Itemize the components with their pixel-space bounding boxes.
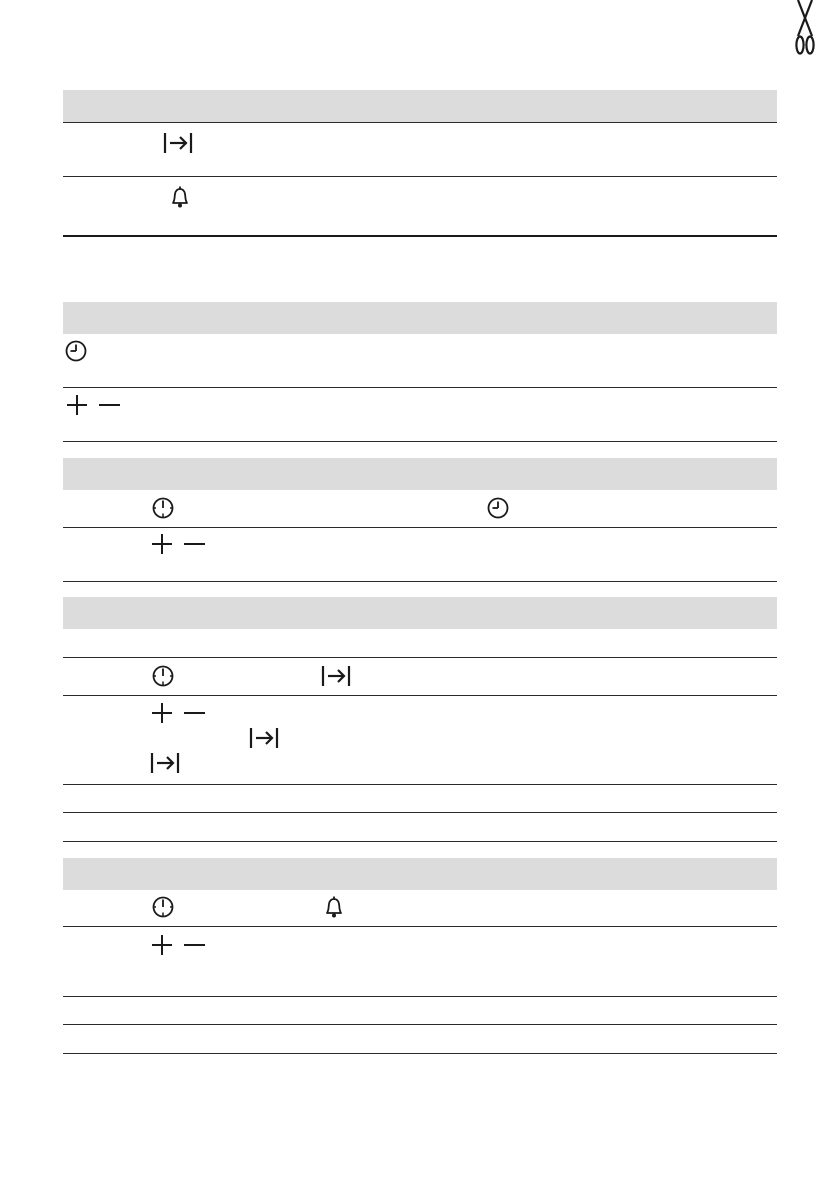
divider [63,784,777,785]
table-bottom-rule [63,235,777,237]
plus-minus-icons [150,531,210,557]
divider [63,996,777,997]
timer-table-1 [63,458,777,588]
bell-icon [318,894,350,920]
divider [63,441,777,442]
scissors-icon [794,0,816,60]
clock-icon [62,338,94,364]
divider [63,581,777,582]
clock-icon [484,495,516,521]
divider [63,1024,777,1025]
plus-minus-icons [150,932,210,958]
divider [63,812,777,813]
table-header [63,458,777,490]
timer-icon [147,663,179,689]
end-time-icon [149,750,181,776]
divider [63,926,777,927]
divider [63,657,777,658]
divider [63,387,777,388]
table-header [63,858,777,890]
divider [63,176,777,177]
function-table-top [63,90,777,240]
table-header [63,90,777,122]
bell-icon [164,184,196,210]
plus-minus-icons [150,700,210,726]
timer-icon [147,495,179,521]
end-time-icon [320,663,352,689]
divider [63,841,777,842]
divider [63,695,777,696]
table-header [63,302,777,334]
divider [63,527,777,528]
end-time-table [63,597,777,847]
divider [63,122,777,123]
minute-minder-table [63,858,777,1058]
table-header [63,597,777,629]
end-time-icon [162,130,194,156]
divider [63,1053,777,1054]
timer-icon [147,894,179,920]
end-time-icon [248,725,280,751]
plus-minus-icons [65,392,125,418]
clock-settings-table [63,302,777,447]
